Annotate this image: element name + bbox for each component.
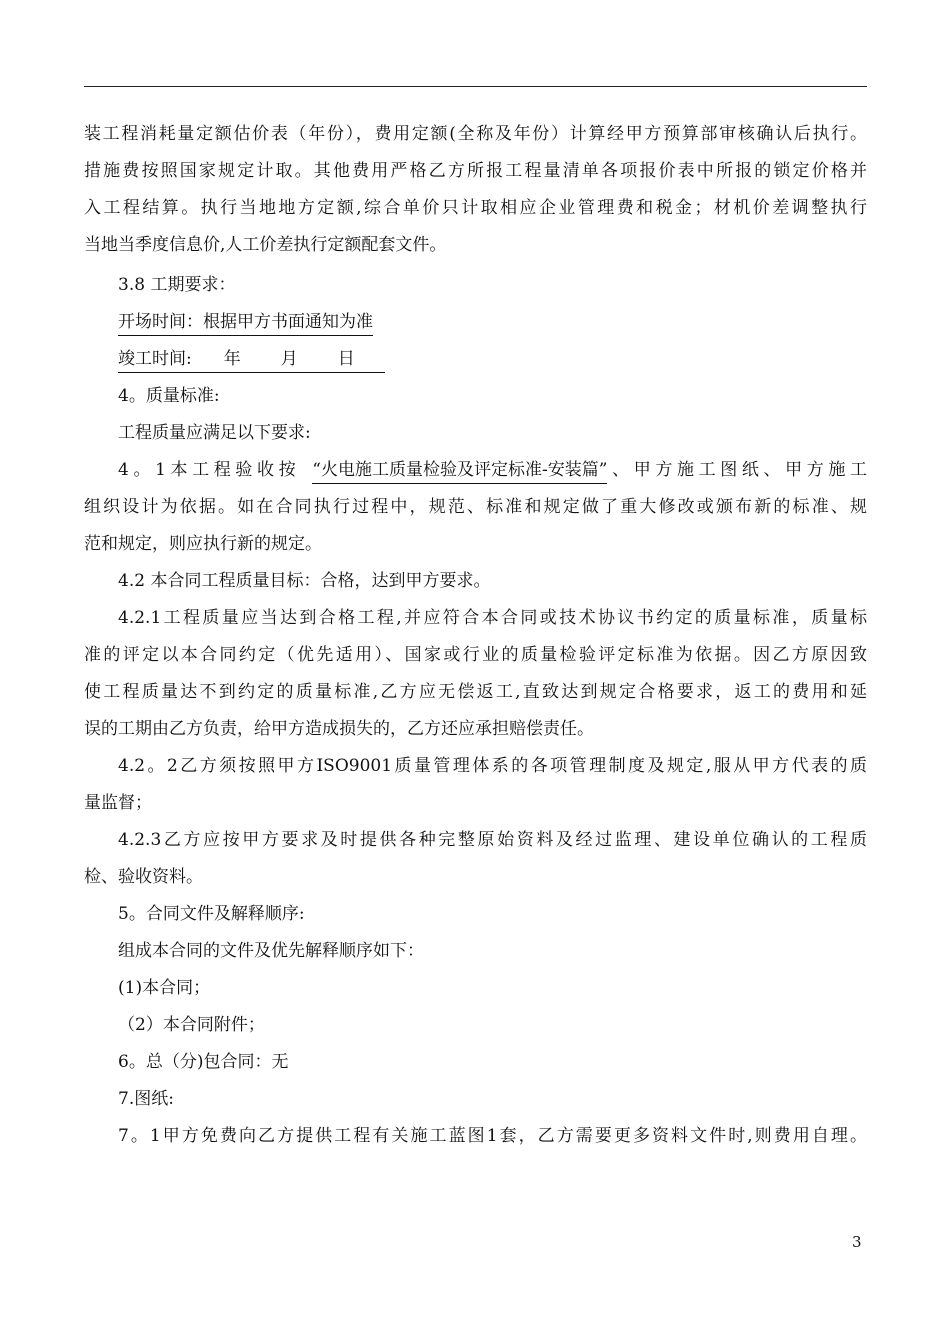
list-item: （2）本合同附件； — [118, 1015, 265, 1035]
paragraph-line: 当地当季度信息价,人工价差执行定额配套文件。 — [84, 235, 447, 255]
paragraph-line: 准的评定以本合同约定（优先适用）、国家或行业的质量检验评定标准为依据。因乙方原因致 — [84, 645, 867, 665]
paragraph-line: 4.2.1工程质量应当达到合格工程,并应符合本合同或技术协议书约定的质量标准，质量标 — [118, 608, 867, 628]
paragraph-line: 使工程质量达不到约定的质量标准,乙方应无偿返工,直致达到规定合格要求，返工的费用和延 — [84, 682, 867, 702]
completion-time-line — [84, 341, 867, 378]
start-time-line — [84, 304, 867, 341]
paragraph-line: 4.2.3乙方应按甲方要求及时提供各种完整原始资料及经过监理、建设单位确认的工程质 — [118, 830, 867, 850]
completion-time-field — [118, 346, 385, 373]
day-label: 日 — [337, 349, 355, 369]
page-number: 3 — [852, 1233, 862, 1251]
start-time-text: 开场时间：根据甲方书面通知为准 — [118, 309, 373, 336]
list-item: (1)本合同； — [118, 978, 211, 998]
paragraph-line: 组成本合同的文件及优先解释顺序如下： — [118, 941, 424, 961]
year-label: 年 — [223, 349, 241, 369]
header-rule — [84, 86, 867, 87]
paragraph-line: 量监督； — [84, 793, 152, 813]
section-heading: 6。总（分)包合同：无 — [118, 1052, 289, 1072]
paragraph-line: 组织设计为依据。如在合同执行过程中，规范、标准和规定做了重大修改或颁布新的标准、规 — [84, 497, 867, 517]
section-heading: 7.图纸: — [118, 1089, 174, 1109]
clause-lead: 4。1本工程验收按 — [118, 460, 301, 480]
paragraph-line: 措施费按照国家规定计取。其他费用严格乙方所报工程量清单各项报价表中所报的锁定价格并 — [84, 161, 867, 181]
month-label: 月 — [280, 349, 298, 369]
paragraph-line: 4.2 本合同工程质量目标：合格，达到甲方要求。 — [118, 571, 491, 591]
paragraph-line — [84, 452, 867, 489]
standard-name: “火电施工质量检验及评定标准-安装篇” — [312, 457, 607, 484]
section-heading: 3.8 工期要求： — [118, 275, 236, 295]
paragraph-line: 范和规定，则应执行新的规定。 — [84, 534, 322, 554]
paragraph-line: 入工程结算。执行当地地方定额,综合单价只计取相应企业管理费和税金；材机价差调整执行 — [84, 198, 867, 218]
section-heading: 5。合同文件及解释顺序: — [118, 904, 305, 924]
document-body — [84, 116, 867, 1155]
section-heading: 4。质量标准: — [118, 386, 220, 406]
clause-tail: 、甲方施工图纸、甲方施工 — [607, 460, 867, 480]
paragraph-line: 误的工期由乙方负责，给甲方造成损失的，乙方还应承担赔偿责任。 — [84, 719, 594, 739]
paragraph-line: 装工程消耗量定额估价表（年份），费用定额(全称及年份）计算经甲方预算部审核确认后执行。 — [84, 124, 867, 144]
paragraph-line: 4.2。2乙方须按照甲方ISO9001质量管理体系的各项管理制度及规定,服从甲方代表的质 — [118, 756, 867, 776]
paragraph-line: 工程质量应满足以下要求: — [118, 423, 311, 443]
paragraph-line: 检、验收资料。 — [84, 867, 203, 887]
paragraph-line: 7。1甲方免费向乙方提供工程有关施工蓝图1套，乙方需要更多资料文件时,则费用自理。 — [118, 1126, 867, 1146]
completion-time-label: 竣工时间: — [118, 349, 192, 369]
